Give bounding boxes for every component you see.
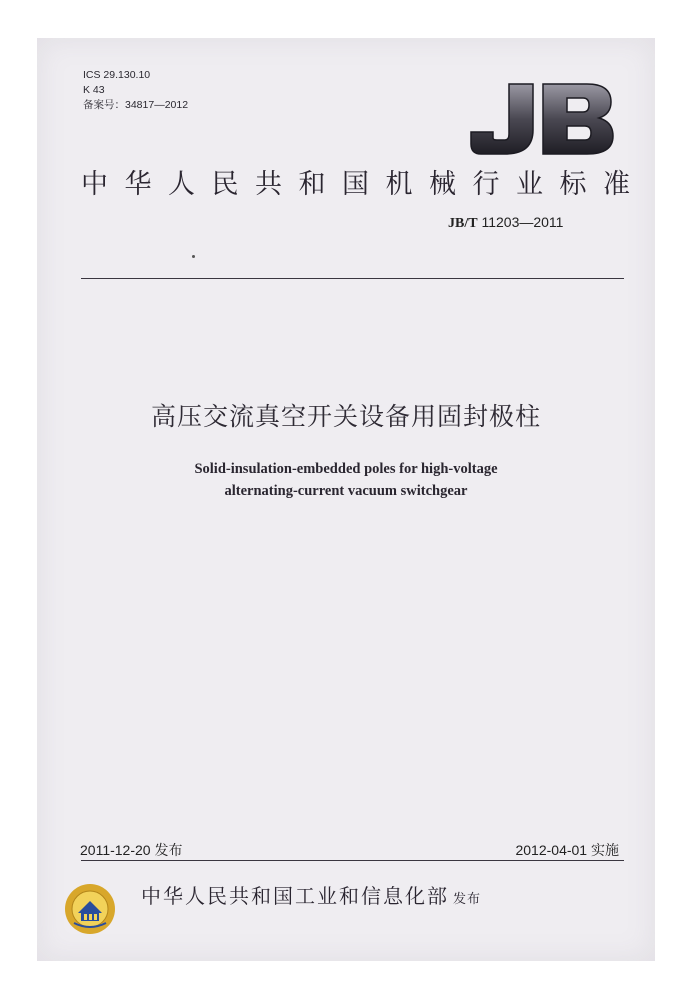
document-cover <box>37 38 655 961</box>
implementation-date: 2012-04-01 实施 <box>515 842 619 858</box>
top-divider <box>81 278 624 279</box>
publisher <box>141 880 481 909</box>
standard-code: 11203—2011 <box>481 214 564 230</box>
ministry-emblem-icon <box>64 883 116 935</box>
standard-prefix: JB/T <box>448 216 478 231</box>
speck <box>192 255 195 258</box>
document-title-cn: 高压交流真空开关设备用固封极柱 <box>150 402 541 431</box>
bottom-divider <box>81 860 624 861</box>
title-en-line-1: Solid-insulation-embedded poles for high-voltage <box>194 461 498 477</box>
standard-number <box>448 214 563 232</box>
classification-block <box>83 68 188 113</box>
ics-code: ICS 29.130.10 <box>83 69 151 81</box>
record-number: 备案号：34817—2012 <box>83 99 189 111</box>
issue-date: 2011-12-20 发布 <box>80 842 183 858</box>
publisher-name: 中华人民共和国工业和信息化部 <box>141 884 449 908</box>
document-title-en <box>37 458 655 502</box>
jb-logo <box>467 78 617 158</box>
organization-title: 中华人民共和国机械行业标准 <box>81 169 647 200</box>
title-en-line-2: alternating-current vacuum switchgear <box>224 483 468 499</box>
publisher-suffix: 发布 <box>453 892 482 907</box>
class-code: K 43 <box>83 84 105 96</box>
